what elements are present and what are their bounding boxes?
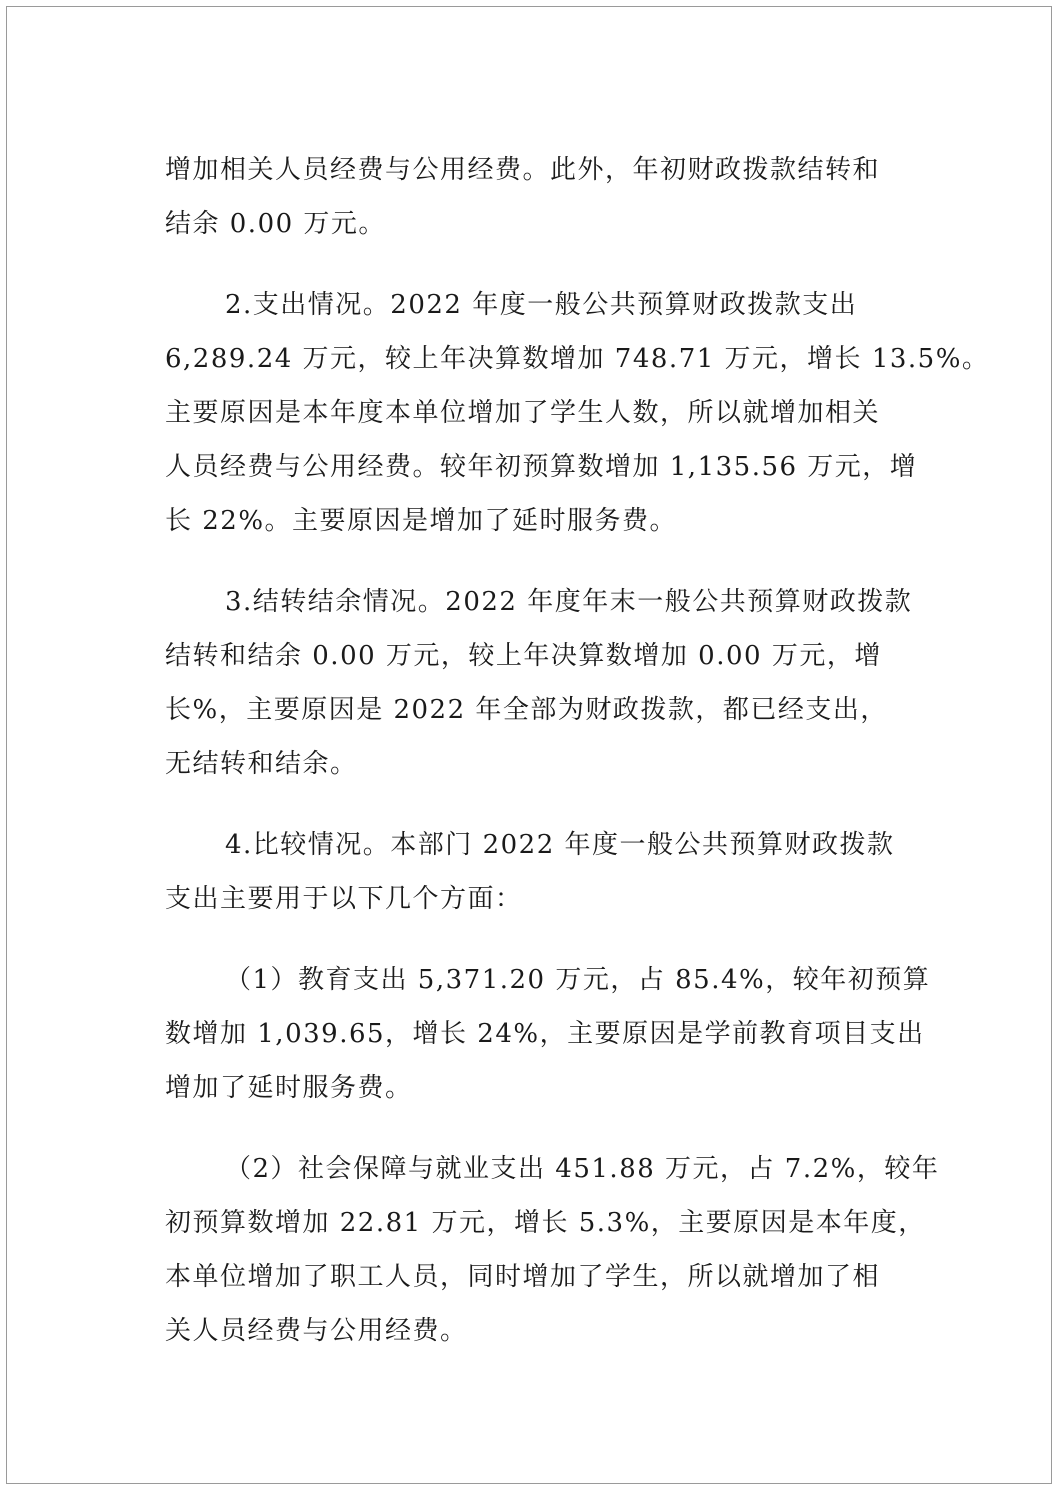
text-line: 增加了延时服务费。 — [165, 1073, 413, 1103]
text-line: 数增加 1,039.65，增长 24%，主要原因是学前教育项目支出 — [165, 1019, 925, 1049]
text-line: 长%，主要原因是 2022 年全部为财政拨款，都已经支出， — [165, 695, 888, 725]
text-line: 增加相关人员经费与公用经费。此外，年初财政拨款结转和 — [165, 155, 881, 185]
text-line: 本单位增加了职工人员，同时增加了学生，所以就增加了相 — [165, 1262, 881, 1292]
text-line: 主要原因是本年度本单位增加了学生人数，所以就增加相关 — [165, 398, 881, 428]
text-line: 无结转和结余。 — [165, 749, 358, 779]
paragraph-social-security-expenditure — [165, 1142, 940, 1358]
text-line: 2.支出情况。2022 年度一般公共预算财政拨款支出 — [225, 290, 858, 320]
text-line: （2）社会保障与就业支出 451.88 万元，占 7.2%，较年 — [225, 1154, 940, 1184]
text-line: 关人员经费与公用经费。 — [165, 1316, 468, 1346]
paragraph-income-continuation — [165, 143, 905, 251]
text-line: 6,289.24 万元，较上年决算数增加 748.71 万元，增长 13.5%。 — [165, 344, 990, 374]
paragraph-expenditure — [165, 278, 990, 548]
text-line: 人员经费与公用经费。较年初预算数增加 1,135.56 万元，增 — [165, 452, 918, 482]
text-line: 3.结转结余情况。2022 年度年末一般公共预算财政拨款 — [225, 587, 913, 617]
paragraph-comparison — [165, 818, 905, 926]
paragraph-carryover — [165, 575, 913, 791]
document-body — [165, 143, 990, 1385]
paragraph-education-expenditure — [165, 953, 931, 1115]
text-line: 长 22%。主要原因是增加了延时服务费。 — [165, 506, 678, 536]
text-line: 结余 0.00 万元。 — [165, 209, 386, 239]
text-line: （1）教育支出 5,371.20 万元，占 85.4%，较年初预算 — [225, 965, 931, 995]
text-line: 结转和结余 0.00 万元，较上年决算数增加 0.00 万元，增 — [165, 641, 882, 671]
text-line: 支出主要用于以下几个方面： — [165, 884, 523, 914]
text-line: 初预算数增加 22.81 万元，增长 5.3%，主要原因是本年度， — [165, 1208, 926, 1238]
text-line: 4.比较情况。本部门 2022 年度一般公共预算财政拨款 — [225, 830, 895, 860]
document-page — [6, 6, 1052, 1484]
